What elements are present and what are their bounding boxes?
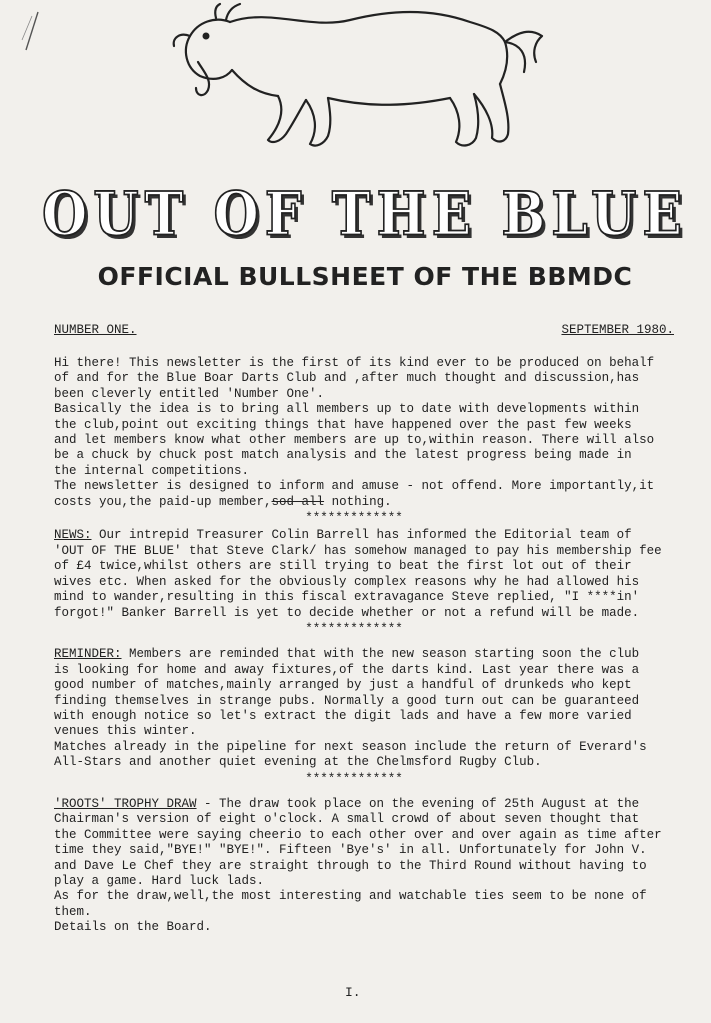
news-section [54,528,711,620]
pen-mark-icon [18,10,42,54]
intro-last-start: costs you,the paid-up member, [54,494,272,509]
news-line: of £4 twice,whilst others are still trying to beat the first lot out of their [54,559,632,574]
roots-line: them. [54,904,92,919]
intro-line: Basically the idea is to bring all members up to date with developments within [54,402,640,417]
reminder-line: with enough notice so let's extract the digit lads and have a few more varied [54,708,632,723]
intro-line: Hi there! This newsletter is the first of its kind ever to be produced on behalf [54,356,655,370]
news-first-line [54,528,711,543]
issue-date: SEPTEMBER 1980. [561,323,674,337]
bull-logo-icon [160,2,580,182]
intro-line: be a chuck by chuck post match analysis and the latest progress being made in [54,448,632,463]
masthead-subtitle: OFFICIAL BULLSHEET OF THE BBMDC [97,262,633,291]
news-line: 'OUT OF THE BLUE' that Steve Clark/ has somehow managed to pay his membership fee [54,543,662,558]
reminder-line: finding themselves in strange pubs. Normally a good turn out can be guaranteed [54,693,640,708]
roots-first-rest: - The draw took place on the evening of 25th August at the [196,796,640,811]
intro-line: the internal competitions. [54,463,250,478]
separator: ************* [305,511,403,526]
reminder-line: venues this winter. [54,724,197,739]
reminder-line: Matches already in the pipeline for next season include the return of Everard's [54,739,647,754]
article-body [54,356,711,936]
reminder-line: good number of matches,mainly arranged by just a handful of drunkeds who kept [54,678,632,693]
reminder-line: All-Stars and another quiet evening at the Chelmsford Rugby Club. [54,755,542,770]
separator: ************* [305,771,403,786]
intro-last-end: nothing. [324,494,392,509]
intro-line: and let members know what other members are up to,within reason. There will also [54,433,655,448]
separator: ************* [305,621,403,636]
intro-line: the club,point out exciting things that have happened over the past few weeks [54,417,632,432]
roots-label: 'ROOTS' TROPHY DRAW [54,796,197,811]
reminder-label: REMINDER: [54,647,122,662]
roots-line: As for the draw,well,the most interesting and watchable ties seem to be none of [54,889,647,904]
roots-line: Details on the Board. [54,920,212,935]
intro-last-line [54,495,711,510]
reminder-section [54,647,711,770]
masthead-title: OUT OF THE BLUE [42,179,688,250]
roots-line: the Committee were saying cheerio to each other over and over again as time after [54,827,662,842]
issue-number: NUMBER ONE. [54,323,137,337]
roots-line: Chairman's version of eight o'clock. A small crowd of about seven thought that [54,812,640,827]
news-label: NEWS: [54,528,92,543]
roots-line: and Dave Le Chef they are straight through to the Third Round without having to [54,858,647,873]
roots-line: time they said,"BYE!" "BYE!". Fifteen 'Bye's' in all. Unfortunately for John V. [54,843,647,858]
news-line: wives etc. When asked for the obviously complex reasons why he had allowed his [54,574,640,589]
page-number: I. [345,985,361,1000]
news-line: mind to wander,resulting in this fiscal extravagance Steve replied, "I ****in' [54,590,640,605]
news-line: forgot!" Banker Barrell is yet to decide whether or not a refund will be made. [54,605,640,620]
roots-section [54,797,711,936]
news-first-rest: Our intrepid Treasurer Colin Barrell has informed the Editorial team of [91,528,632,543]
intro-line: been cleverly entitled 'Number One'. [54,386,325,401]
reminder-first-rest: Members are reminded that with the new season starting soon the club [121,647,640,662]
roots-first-line [54,797,711,812]
reminder-first-line [54,647,711,662]
intro-line: The newsletter is designed to inform and amuse - not offend. More importantly,it [54,479,655,494]
intro-line: of and for the Blue Boar Darts Club and ,after much thought and discussion,has [54,371,640,386]
reminder-line: is looking for home and away fixtures,of the darts kind. Last year there was a [54,662,640,677]
roots-line: play a game. Hard luck lads. [54,874,265,888]
intro-section [54,356,711,510]
struck-text: sod all [271,494,325,509]
